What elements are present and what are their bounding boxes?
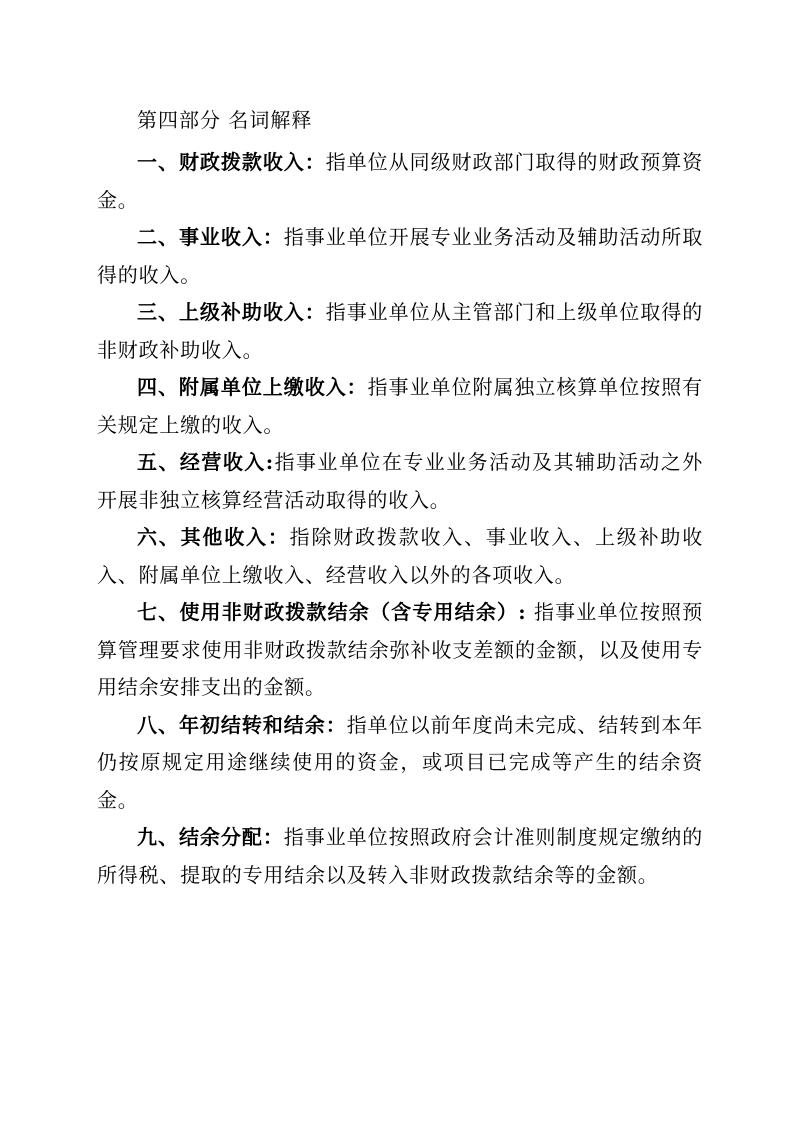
term-label: 五、经营收入: (137, 450, 274, 474)
term-label: 七、使用非财政拨款结余（含专用结余）: (137, 600, 527, 624)
term-label: 四、附属单位上缴收入： (137, 375, 368, 399)
term-definition: 指事业单位附属独立核算单位按照有关规定上缴的收入。 (97, 375, 703, 437)
term-label: 九、结余分配： (137, 825, 284, 849)
term-definition: 指事业单位按照政府会计准则制度规定缴纳的所得税、提取的专用结余以及转入非财政拨款结余等的金额。 (97, 825, 704, 887)
term-definition: 指单位以前年度尚未完成、结转到本年仍按原规定用途继续使用的资金，或项目已完成等产生的结余资金。 (97, 712, 704, 812)
term-definition: 指单位从同级财政部门取得的财政预算资金。 (97, 150, 704, 212)
definition-entry-8 (97, 707, 703, 820)
definition-entry-5 (97, 444, 703, 519)
definition-entry-7 (97, 594, 703, 707)
term-label: 三、上级补助收入： (137, 300, 326, 324)
term-definition: 指事业单位在专业业务活动及其辅助活动之外开展非独立核算经营活动取得的收入。 (97, 450, 704, 512)
term-definition: 指除财政拨款收入、事业收入、上级补助收入、附属单位上缴收入、经营收入以外的各项收入。 (97, 525, 703, 587)
definition-entry-9 (97, 819, 703, 894)
term-label: 二、事业收入： (137, 225, 284, 249)
term-label: 六、其他收入： (137, 525, 290, 549)
definition-entry-3 (97, 294, 703, 369)
section-title: 第四部分 名词解释 (137, 108, 313, 132)
definition-entry-4 (97, 369, 703, 444)
term-label: 八、年初结转和结余： (137, 712, 347, 737)
term-definition: 指事业单位从主管部门和上级单位取得的非财政补助收入。 (97, 300, 704, 362)
term-definition: 指事业单位按照预算管理要求使用非财政拨款结余弥补收支差额的金额，以及使用专用结余安排支出的金额。 (97, 600, 703, 699)
term-label: 一、财政拨款收入： (137, 150, 326, 174)
definition-entry-2 (97, 219, 703, 294)
definition-entry-1 (97, 144, 703, 219)
document-page (97, 106, 703, 894)
term-definition: 指事业单位开展专业业务活动及辅助活动所取得的收入。 (97, 225, 704, 287)
definition-entry-6 (97, 519, 703, 594)
